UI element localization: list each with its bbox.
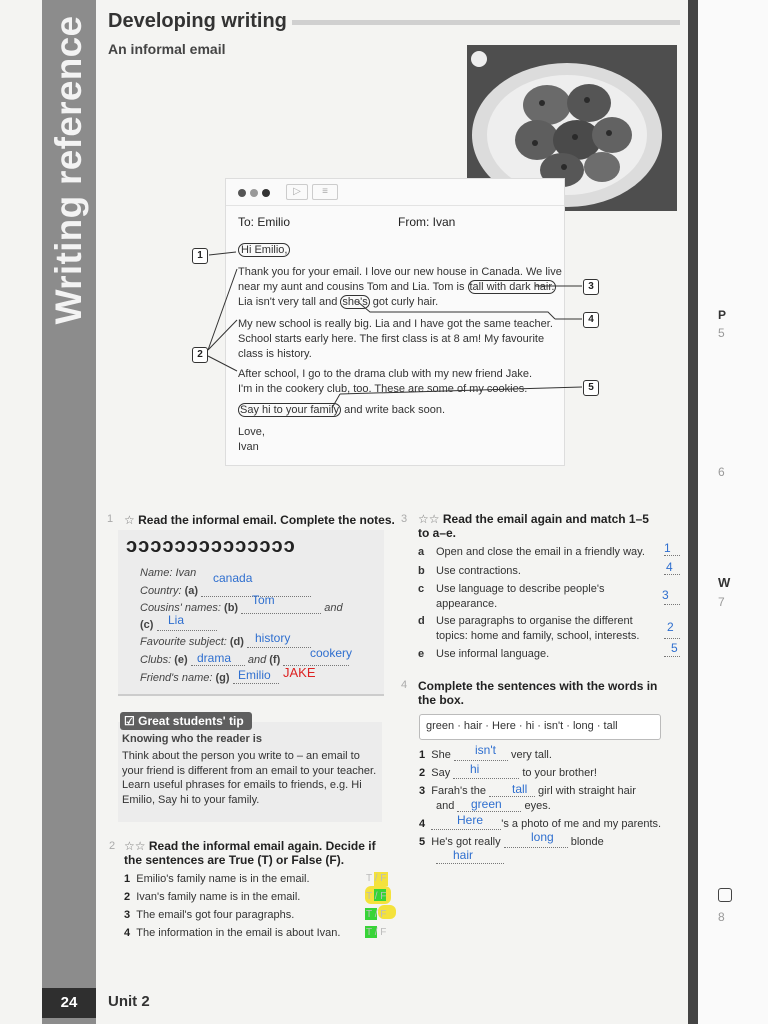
exercise-4-instruction-2: the box. [418,693,465,707]
sentence-text: girl with straight hair [535,785,636,797]
item-number: 1 [419,749,426,761]
answer-d: history [255,631,291,645]
tf-choice[interactable]: T / F [366,873,387,884]
exercise-1-number: 1 [107,513,114,525]
star-icon: ☆☆ [418,512,440,526]
match-text: Use language to describe people's appearance. [436,583,605,610]
answer-g-correction: JAKE [283,665,316,680]
exercise-4-number: 4 [401,679,408,691]
exercise-1-instruction-text: Read the informal email. Complete the notes. [138,513,395,527]
sentence-text: Say [431,767,454,779]
match-answer-b: 4 [666,560,673,574]
note-letter: (b) [224,602,239,614]
item-text: The information in the email is about Ivan. [136,927,341,939]
note-letter: (e) [174,654,188,666]
item-number: 3 [419,785,426,797]
match-letter: b [418,565,425,577]
answer-a: canada [213,571,253,585]
sentence-2 [419,767,597,779]
sentence-text: He's got really [431,836,504,848]
tip-badge-label: Great students' tip [138,714,244,728]
match-answer-c: 3 [662,588,669,602]
note-label: Friend's name: [140,672,216,684]
facing-page-number: 7 [718,595,725,609]
sentence-5 [419,836,604,848]
item-number: 3 [124,909,131,921]
sidebar-title: Writing reference [48,15,89,325]
facing-page-letter: P [718,308,727,322]
tf-item [124,873,310,885]
match-text: Open and close the email in a friendly way. [436,546,645,558]
email-line: After school, I go to the drama club with my new friend Jake. [238,368,533,380]
unit-label: Unit 2 [108,993,150,1010]
email-signature: Ivan [238,441,259,453]
sentence-3 [419,785,636,797]
page-number: 24 [60,994,78,1011]
circled-phrase: she's [342,296,368,308]
callout-5: 5 [583,380,599,396]
match-answer-d: 2 [667,620,674,634]
page-subtitle: An informal email [108,41,226,57]
match-answer-blank[interactable] [664,604,680,605]
item-text: The email's got four paragraphs. [136,909,295,921]
callout-4: 4 [583,312,599,328]
email-text-segment: and write back soon. [341,404,445,416]
exercise-1-instruction [124,513,395,527]
tf-item [124,891,300,903]
answer-5a: long [531,830,554,844]
item-text: Ivan's family name is in the email. [136,891,301,903]
match-text: Use contractions. [436,565,521,577]
note-letter: (a) [184,585,199,597]
facing-page-number: 6 [718,465,725,479]
email-line: My new school is really big. Lia and I have got the same teacher. [238,318,553,330]
email-text-segment: got curly hair. [369,296,439,308]
match-answer-e: 5 [671,641,678,655]
answer-5b: hair [453,848,474,862]
callout-3: 3 [583,279,599,295]
options-icon[interactable]: ≡ [312,184,338,200]
sentence-text: eyes. [521,800,551,812]
email-line: School starts early here. The first class is at 8 am! My favourite [238,333,545,345]
send-icon[interactable]: ▷ [286,184,308,200]
notebook-spiral-icon: ↄↄↄↄↄↄↄↄↄↄↄↄↄↄ [126,535,296,557]
email-line: I'm in the cookery club, too. These are some of my cookies. [238,383,528,395]
exercise-2-line-1: Read the informal email again. Decide if [148,839,376,853]
star-icon: ☆☆ [124,839,146,853]
email-to: To: Emilio [238,215,291,229]
tf-item [124,909,294,921]
match-letter: c [418,583,425,595]
answer-4: Here [457,813,484,827]
tf-choice[interactable]: T / F [366,909,387,920]
note-name: Name: Ivan [140,567,197,579]
email-line: Thank you for your email. I love our new house in Canada. We live [238,266,562,278]
answer-g: Emilio [238,668,271,682]
answer-b: Tom [252,593,275,607]
sentence-text: to your brother! [519,767,597,779]
word-list: green · hair · Here · hi · isn't · long · tall [426,720,618,732]
item-text: Emilio's family name is in the email. [136,873,310,885]
note-country [140,584,311,597]
exercise-3-instruction-2: to a–e. [418,526,457,540]
exercise-2-number: 2 [109,840,116,852]
exercise-2-instruction [124,839,376,853]
item-number: 2 [419,767,426,779]
exercise-3-line-1: Read the email again and match 1–5 [442,512,649,526]
tip-subtitle: Knowing who the reader is [122,733,262,745]
item-number: 2 [124,891,131,903]
match-letter: a [418,546,425,558]
sentence-text: and [436,800,458,812]
tf-item [124,927,340,939]
sentence-text: blonde [567,836,604,848]
greeting-circled: Hi Emilio, [238,243,290,257]
match-letter: d [418,615,425,627]
match-answer-blank[interactable] [664,574,680,575]
note-letter: (d) [229,636,244,648]
sentence-text: very tall. [507,749,552,761]
note-label: Clubs: [140,654,175,666]
email-from: From: Ivan [398,215,456,229]
answer-2: hi [470,762,480,776]
answer-blank[interactable] [453,767,519,779]
circled-phrase: Say hi to your family [240,404,340,416]
checkbox-icon: ☑ [124,714,135,728]
word-box [419,714,661,740]
exercise-3-instruction [418,512,649,526]
match-text: Use paragraphs to organise the different topics: home and family, school, interests. [436,615,640,642]
tf-choice[interactable]: T / F [366,927,387,938]
email-signoff: Love, [238,426,265,438]
exercise-2-instruction-2: the sentences are True (T) or False (F). [124,853,345,867]
sentence-text: She [431,749,454,761]
item-number: 1 [124,873,131,885]
callout-1: 1 [192,248,208,264]
match-answer-blank[interactable] [664,656,680,657]
email-text-segment: Lia isn't very tall and [238,296,341,308]
exercise-4-instruction: Complete the sentences with the words in [418,679,658,693]
answer-3a: tall [512,782,528,796]
match-answer-blank[interactable] [664,638,680,639]
answer-e: drama [197,651,232,665]
star-icon: ☆ [124,513,135,527]
note-and: and [247,654,267,666]
answer-1: isn't [475,743,496,757]
circled-phrase: tall with dark hair. [469,281,555,293]
email-line: class is history. [238,348,312,360]
answer-blank[interactable] [157,618,217,631]
callout-2: 2 [192,347,208,363]
note-letter: (f) [269,654,281,666]
note-and: and [324,602,343,614]
facing-page-letter: W [718,575,731,590]
tip-badge [120,712,252,730]
email-text-segment: near my aunt and cousins Tom and Lia. Tom is [238,281,468,293]
item-number: 4 [419,818,426,830]
facing-page-number: 8 [718,910,725,924]
exercise-3-number: 3 [401,513,408,525]
sentence-4 [419,818,661,830]
facing-page-number: 5 [718,326,725,340]
note-label: Cousins' names: [140,602,225,614]
note-label: Country: [140,585,185,597]
match-answer-blank[interactable] [664,555,680,556]
sentence-text: Farah's the [431,785,489,797]
sentence-text: 's a photo of me and my parents. [501,818,662,830]
item-number: 4 [124,927,131,939]
tip-text: Think about the person you write to – an email to your friend is different from an email to your teacher. Learn useful phrases for emails to friends, e.g. Hi Emilio, Say hi to your family. [122,750,377,806]
tf-choice[interactable]: T / F [366,891,387,902]
match-answer-a: 1 [664,541,671,555]
page-title: Developing writing [108,10,287,32]
answer-f: cookery [310,646,353,660]
note-label: Favourite subject: [140,636,230,648]
item-number: 5 [419,836,426,848]
answer-3b: green [471,797,502,811]
match-letter: e [418,648,425,660]
answer-c: Lia [168,613,185,627]
note-letter: (c) [140,619,154,631]
note-letter: (g) [215,672,230,684]
match-text: Use informal language. [436,648,550,660]
